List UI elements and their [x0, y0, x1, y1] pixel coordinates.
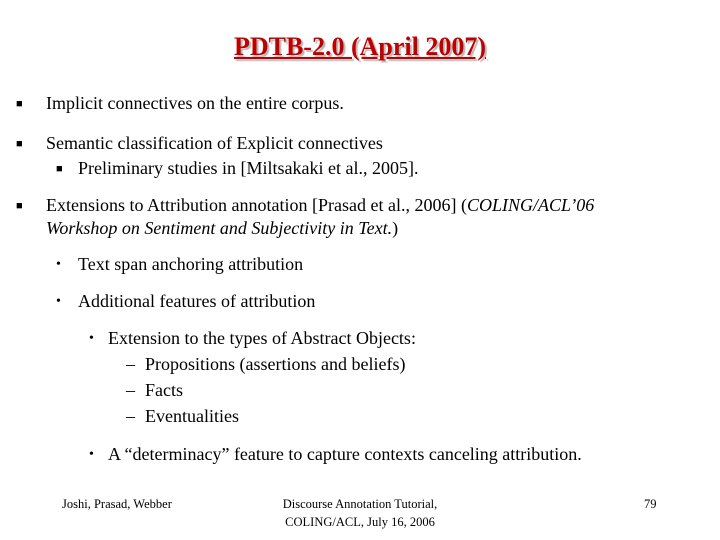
- sub-sub-bullet-abstract-objects: Extension to the types of Abstract Objects:: [108, 328, 416, 348]
- bullet-text: Extensions to Attribution annotation [Prasad et al., 2006] (: [46, 195, 467, 215]
- bullet-semantic-classification: Semantic classification of Explicit connectives: [46, 133, 383, 153]
- dash-bullet-icon: –: [126, 380, 135, 400]
- footer-event-line2: COLING/ACL, July 16, 2006: [285, 515, 435, 529]
- page-number: 79: [644, 497, 657, 511]
- sub-bullet-preliminary-studies: Preliminary studies in [Miltsakaki et al., 2005].: [78, 158, 419, 178]
- dash-bullet-icon: –: [126, 406, 135, 426]
- bullet-implicit-connectives: Implicit connectives on the entire corpus.: [46, 93, 344, 113]
- list-item: Propositions (assertions and beliefs): [145, 354, 406, 374]
- square-bullet-icon: ■: [16, 138, 23, 150]
- sub-sub-bullet-determinacy: A “determinacy” feature to capture contexts canceling attribution.: [108, 444, 582, 464]
- sub-bullet-additional-features: Additional features of attribution: [78, 291, 316, 311]
- closing-paren: ): [392, 218, 399, 238]
- slide-title: PDTB-2.0 (April 2007): [233, 32, 487, 61]
- round-bullet-icon: •: [89, 447, 94, 462]
- workshop-italic: Workshop on Sentiment and Subjectivity in Text.: [46, 218, 393, 238]
- square-bullet-icon: ■: [16, 200, 23, 212]
- round-bullet-icon: •: [56, 294, 61, 309]
- sub-bullet-text-span: Text span anchoring attribution: [78, 254, 304, 274]
- venue-italic: COLING/ACL’06: [466, 195, 595, 215]
- list-item: Eventualities: [145, 406, 239, 426]
- square-bullet-icon: ■: [16, 98, 23, 110]
- footer-authors: Joshi, Prasad, Webber: [62, 497, 172, 511]
- square-bullet-icon: ■: [56, 163, 63, 175]
- footer-event-line1: Discourse Annotation Tutorial,: [282, 497, 438, 511]
- bullet-attribution-extensions: [46, 195, 594, 216]
- round-bullet-icon: •: [89, 331, 94, 346]
- list-item: Facts: [145, 380, 183, 400]
- dash-bullet-icon: –: [126, 354, 135, 374]
- bullet-attribution-continued: [46, 218, 398, 239]
- round-bullet-icon: •: [56, 257, 61, 272]
